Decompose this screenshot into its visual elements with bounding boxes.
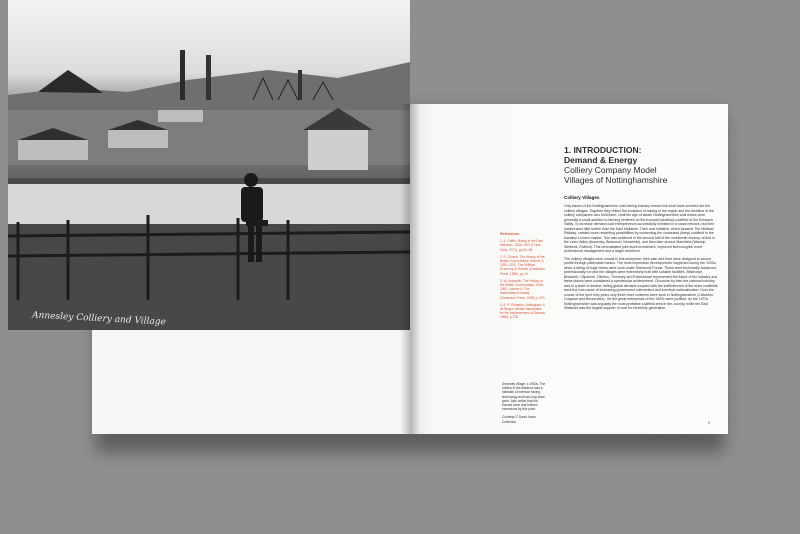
archival-photograph [8, 0, 410, 330]
body-paragraph: The colliery villages were crucial to this enterprise; their plan and form were designed to secure profits through paternalist means. The most impressive developments happened during the 1920s, when a string of huge mines were sunk under Sherwood Forest. These were technically advanced, professionally run and the villages were extensively built with suitable facilities. Bilsthorpe, Blidworth, Clipstone, Ollerton, Thoresby and Edwinstowe represented the future of the industry and these places were considered a spectacular achievement. Of course by then the national industry was in a state of decline; falling global demand coupled with the inefficiencies of the older coalfields were the root cause of increasing government intervention and eventual nationalisation. Over the course of the next forty years only three more collieries were sunk in Nottinghamshire (Calverton, Cotgrave and Bevercotes). Yet the great enterprises of the 1920s were justified: by the 1970s Nottinghamshire was arguably the most profitable coalfield area in the country, while the East Midlands was the largest supplier of coal for electricity generation. [564, 256, 718, 310]
reference-item: 1. A. Griffin, Mining in the East Midlands, 1550–1947 (Frank Cass, 1971), pp.62–66. [500, 239, 543, 252]
chapter-title [564, 145, 724, 185]
title-line-1: 1. INTRODUCTION: [564, 145, 642, 155]
reference-item: 2. R. Church, The History of the British Coal Industry, Volume 3: 1830–1913, The Political Economy of Growth (Clarendon Press, 1986), pp.14. [500, 254, 545, 276]
title-line-3: Colliery Company Model Villages of Nottinghamshire [564, 165, 668, 185]
photo-caption [502, 382, 548, 424]
references-column [500, 232, 546, 323]
body-paragraph: Only traces of the Nottinghamshire coal-mining industry remain but what have survived are the colliery villages. Together they reflect the evolution of mining in the region and the ambition of the colliery companies who built them. Until the age of steam Nottinghamshire coal mines were generally a small addition to farming centered on the exposed (shallow) coalfield of the Erewash Valley. To increase demand coal entrepreneurs successfully invested in a canal network, but their market went little further than the East Midlands. Their next initiative, which became The Midland Railway, created more rewarding possibilities by connecting the concealed (deep) coalfield to the lucrative London market. This was achieved in the second half of the nineteenth century, at first in the Leen Valley (Annesley, Bestwood, Newstead), and then later around Mansfield (Warsop, Welbeck, Rufford). This necessitated joint stock investment, improved technologies, more professional management and a larger workforce. [564, 204, 715, 253]
photo-illustration [8, 0, 410, 330]
references-heading: References [500, 232, 520, 236]
book-gutter [400, 104, 420, 434]
body-text [564, 204, 718, 314]
caption-text: Annesley village, c.1930s. The colliery in the distance was a hallmark of interwar mining technology and has long since gone. Also notice that the houses have rear kitchen extensions by this point. [502, 382, 546, 412]
reference-item: 4. A. R. Edwards, Nottingham & its Region (British Association for the Advancement of Science, 1966), p.378. [500, 302, 546, 320]
reference-item: 3. W. Ashworth, The History of the British Coal Industry, 1946–1982, Volume 5: The Nationalised Industry (Clarendon Press, 1986), p.423. [500, 278, 546, 300]
caption-courtesy: Courtesy © David Amos Collection [502, 415, 536, 424]
section-heading: Colliery Villages [564, 195, 600, 200]
title-line-2: Demand & Energy [564, 155, 638, 165]
page-number: 9 [708, 421, 710, 425]
photo-caption-overlay: Annesley Colliery and Village [31, 310, 167, 328]
